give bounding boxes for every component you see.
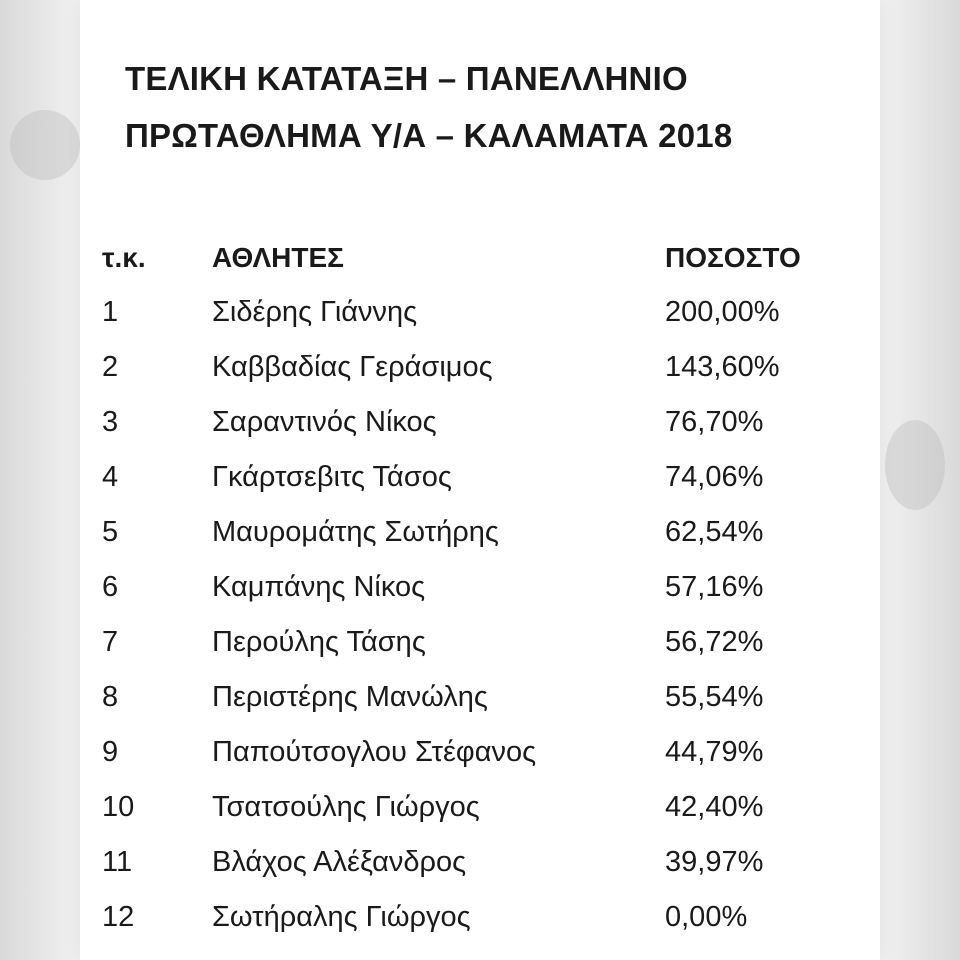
percent-cell: 57,16% bbox=[665, 571, 764, 603]
percent-cell: 39,97% bbox=[665, 846, 764, 878]
table-row bbox=[102, 450, 862, 505]
table-row bbox=[102, 505, 862, 560]
athlete-name-cell: Περούλης Τάσης bbox=[212, 626, 426, 658]
percent-cell: 55,54% bbox=[665, 681, 764, 713]
athlete-name-cell: Βλάχος Αλέξανδρος bbox=[212, 846, 467, 878]
background-blob bbox=[10, 110, 80, 180]
title-line-2: ΠΡΩΤΑΘΛΗΜΑ Υ/Α – ΚΑΛΑΜΑΤΑ 2018 bbox=[125, 117, 733, 154]
rank-cell: 8 bbox=[102, 681, 119, 713]
percent-cell: 200,00% bbox=[665, 296, 780, 328]
table-row bbox=[102, 725, 862, 780]
table-row bbox=[102, 285, 862, 340]
rank-cell: 9 bbox=[102, 736, 119, 768]
athlete-name-cell: Μαυρομάτης Σωτήρης bbox=[212, 516, 499, 548]
header-rank: τ.κ. bbox=[102, 242, 146, 273]
rank-cell: 5 bbox=[102, 516, 119, 548]
table-row bbox=[102, 670, 862, 725]
athlete-name-cell: Περιστέρης Μανώλης bbox=[212, 681, 488, 713]
percent-cell: 42,40% bbox=[665, 791, 764, 823]
athlete-name-cell: Καμπάνης Νίκος bbox=[212, 571, 426, 603]
athlete-name-cell: Παπούτσογλου Στέφανος bbox=[212, 736, 537, 768]
athlete-name-cell: Γκάρτσεβιτς Τάσος bbox=[212, 461, 452, 493]
table-row bbox=[102, 890, 862, 945]
table-body bbox=[102, 285, 862, 945]
title-line-1: ΤΕΛΙΚΗ ΚΑΤΑΤΑΞΗ – ΠΑΝΕΛΛΗΝΙΟ bbox=[125, 60, 688, 97]
table-row bbox=[102, 780, 862, 835]
rank-cell: 7 bbox=[102, 626, 119, 658]
athlete-name-cell: Σαραντινός Νίκος bbox=[212, 406, 437, 438]
athlete-name-cell: Καββαδίας Γεράσιμος bbox=[212, 351, 493, 383]
header-athletes: ΑΘΛΗΤΕΣ bbox=[212, 242, 344, 273]
rank-cell: 10 bbox=[102, 791, 135, 823]
rank-cell: 2 bbox=[102, 351, 119, 383]
rank-cell: 3 bbox=[102, 406, 119, 438]
background-blob bbox=[885, 420, 945, 510]
percent-cell: 74,06% bbox=[665, 461, 764, 493]
rank-cell: 1 bbox=[102, 296, 119, 328]
athlete-name-cell: Σωτήραλης Γιώργος bbox=[212, 901, 471, 933]
ranking-table bbox=[102, 230, 862, 945]
table-row bbox=[102, 615, 862, 670]
percent-cell: 76,70% bbox=[665, 406, 764, 438]
rank-cell: 6 bbox=[102, 571, 119, 603]
table-header-row bbox=[102, 230, 862, 285]
header-percent: ΠΟΣΟΣΤΟ bbox=[665, 242, 801, 273]
table-row bbox=[102, 835, 862, 890]
table-row bbox=[102, 395, 862, 450]
rank-cell: 11 bbox=[102, 846, 133, 878]
percent-cell: 143,60% bbox=[665, 351, 780, 383]
percent-cell: 56,72% bbox=[665, 626, 764, 658]
results-sheet bbox=[80, 0, 880, 960]
athlete-name-cell: Τσατσούλης Γιώργος bbox=[212, 791, 480, 823]
table-row bbox=[102, 560, 862, 615]
percent-cell: 0,00% bbox=[665, 901, 748, 933]
rank-cell: 4 bbox=[102, 461, 119, 493]
rank-cell: 12 bbox=[102, 901, 135, 933]
percent-cell: 62,54% bbox=[665, 516, 764, 548]
percent-cell: 44,79% bbox=[665, 736, 764, 768]
table-row bbox=[102, 340, 862, 395]
athlete-name-cell: Σιδέρης Γιάννης bbox=[212, 296, 418, 328]
page-title bbox=[125, 50, 865, 164]
